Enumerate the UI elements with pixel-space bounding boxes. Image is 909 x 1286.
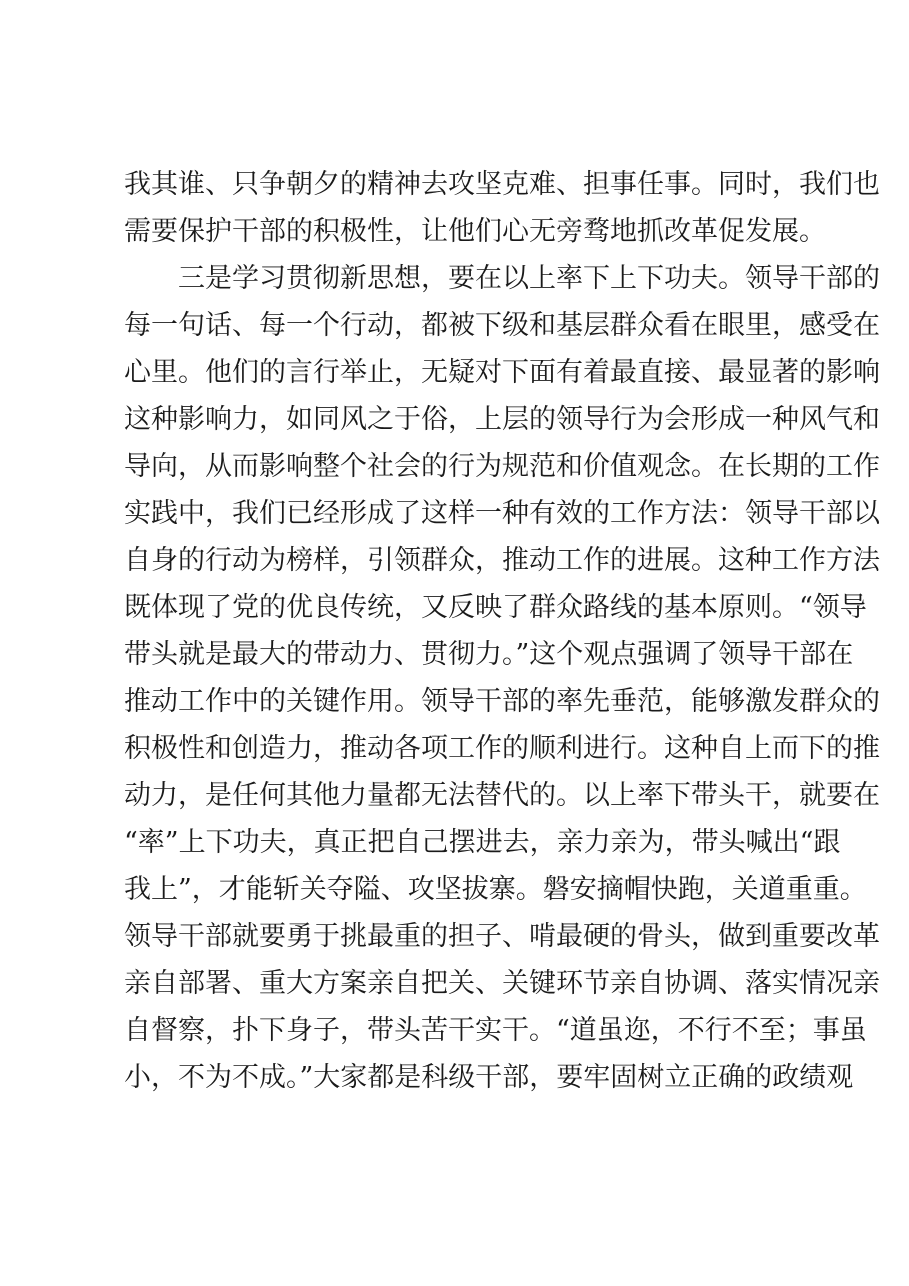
text-line: 既体现了党的优良传统，又反映了群众路线的基本原则。“领导 [124,592,867,623]
text-line: 积极性和创造力，推动各项工作的顺利进行。这种自上而下的推 [124,733,880,764]
text-line: 小，不为不成。”大家都是科级干部，要牢固树立正确的政绩观 [124,1062,854,1093]
text-line: 心里。他们的言行举止，无疑对下面有着最直接、最显著的影响 [124,357,880,388]
text-line: 导向，从而影响整个社会的行为规范和价值观念。在长期的工作 [124,451,880,482]
text-line: 亲自部署、重大方案亲自把关、关键环节亲自协调、落实情况亲 [124,968,880,999]
text-line: “率”上下功夫，真正把自己摆进去，亲力亲为，带头喊出“跟 [124,827,841,858]
text-line: 带头就是最大的带动力、贯彻力。”这个观点强调了领导干部在 [124,639,854,670]
text-line: 推动工作中的关键作用。领导干部的率先垂范，能够激发群众的 [124,686,880,717]
text-line: 每一句话、每一个行动，都被下级和基层群众看在眼里，感受在 [124,310,880,341]
text-line: 自督察，扑下身子，带头苦干实干。“道虽迩，不行不至；事虽 [124,1015,867,1046]
body-text [124,161,880,1101]
text-line: 领导干部就要勇于挑最重的担子、啃最硬的骨头，做到重要改革 [124,921,880,952]
text-line: 需要保护干部的积极性，让他们心无旁骛地抓改革促发展。 [124,216,826,247]
text-line: 这种影响力，如同风之于俗，上层的领导行为会形成一种风气和 [124,404,880,435]
text-line: 实践中，我们已经形成了这样一种有效的工作方法：领导干部以 [124,498,880,529]
text-line: 动力，是任何其他力量都无法替代的。以上率下带头干，就要在 [124,780,880,811]
paragraph-first-line: 三是学习贯彻新思想，要在以上率下上下功夫。领导干部的 [178,263,880,294]
text-line: 我上”，才能斩关夺隘、攻坚拔寨。磐安摘帽快跑，关道重重。 [124,874,867,905]
text-line: 自身的行动为榜样，引领群众，推动工作的进展。这种工作方法 [124,545,880,576]
text-line: 我其谁、只争朝夕的精神去攻坚克难、担事任事。同时，我们也 [124,169,880,200]
